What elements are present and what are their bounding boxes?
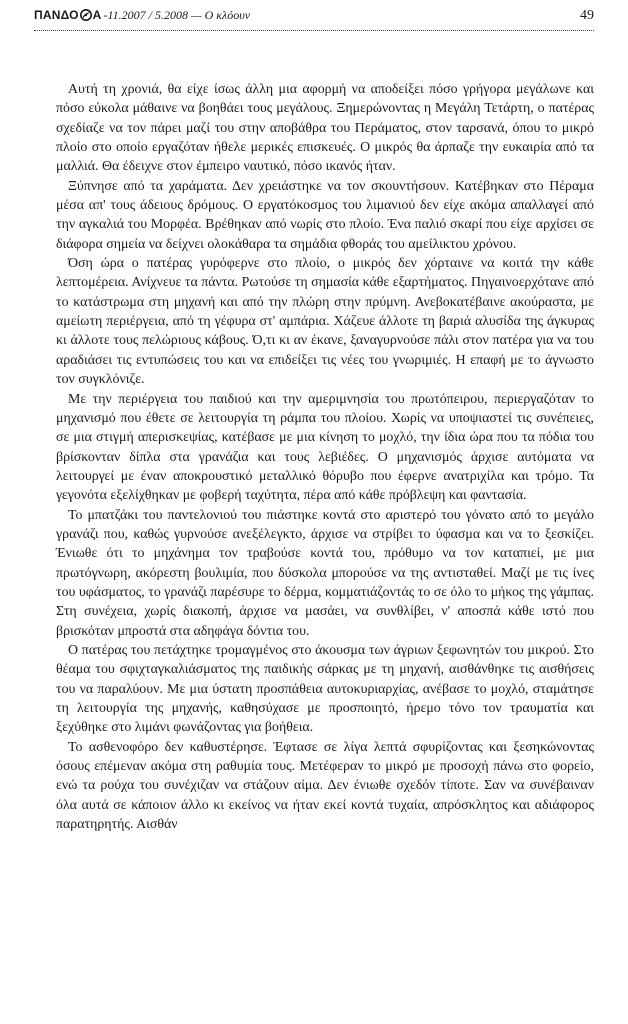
paragraph-4: Με την περιέργεια του παιδιού και την αμεριμνησία του πρωτόπειρου, περιεργαζόταν το μηχανισμό που έθετε σε λειτουργία τη ράμπα του πλοίου. Χωρίς να υποψιαστεί τις συνέπειες, σε μια στιγμή απερισκεψίας, κατέβασε με μια κίνηση το μοχλό, την ίδια ώρα που τα πόδια του βρίσκονταν δίπλα στα γρανάζια και τους λεβιέδες. Ο μηχανισμός άρχισε αυτόματα να λειτουργεί με έναν αποκρουστικό μεταλλικό θόρυβο που έφερνε ανατριχίλα και τρόμο. Τα γεγονότα εξελίχθηκαν με φοβερή ταχύτητα, πέρα από κάθε πρόβλεψη και φαντασία. — [56, 391, 594, 504]
logo-mark-icon — [79, 8, 93, 22]
paragraph-7: Το ασθενοφόρο δεν καθυστέρησε. Έφτασε σε λίγα λεπτά σφυρίζοντας και ξεσηκώνοντας όσους επέμεναν ακόμα στη ραθυμία τους. Μετέφεραν το μικρό με προσοχή πάνω στο φορείο, ενώ τα ρούχα του συνέχιζαν να στάζουν αίμα. Δεν ένιωθε σχεδόν τίποτε. Σαν να συνέβαιναν όλα αυτά σε κάποιον άλλο κι εκείνος να ήταν εκεί κοντά τυχαία, απρόσκλητος και αδιάφορος παρατηρητής. Αισθάν — [56, 739, 594, 833]
paragraph-2: Ξύπνησε από τα χαράματα. Δεν χρειάστηκε να τον σκουντήσουν. Κατέβηκαν στο Πέραμα μέσα απ' τους άδειους δρόμους. Ο εργατόκοσμος του λιμανιού δεν είχε ακόμα απαλλαγεί από την αγκαλιά του Μορφέα. Βρέθηκαν από νωρίς στο πλοίο. Ένα παλιό σκαρί που είχε αρχίσει σε διάφορα σημεία να δείχνει ολοκάθαρα τα σημάδια φθοράς του αμείλικτου χρόνου. — [56, 178, 594, 252]
header-left — [34, 8, 250, 23]
running-header — [34, 8, 594, 31]
logo-text-left: ΠΑΝΔΟ — [34, 8, 79, 22]
paragraph-5: Το μπατζάκι του παντελονιού του πιάστηκε κοντά στο αριστερό του γόνατο από το μεγάλο γρανάζι που, καθώς γυρνούσε ανεξέλεγκτο, άρχισε να στρίβει το ύφασμα και να το ξεσκίζει. Ένιωθε ότι το μηχάνημα τον τραβούσε κοντά του, πρόθυμο να τον καταπιεί, με μια πρωτόγνωρη, ακόρεστη βουλιμία, που δύσκολα μπορούσε να της αντισταθεί. Μαζί με τις ίνες του υφάσματος, το γρανάζι παρέσυρε το δέρμα, κομματιάζοντάς το σε όλο το μήκος της γάμπας. Στη συνέχεια, χωρίς διακοπή, άρχισε να μασάει, να συνθλίβει, ν' αποσπά κάθε ιστό που βρισκόταν μπροστά στα αδηφάγα δόντια του. — [56, 507, 594, 639]
page-number: 49 — [580, 8, 594, 23]
article-body — [56, 80, 594, 834]
logo-text-right: Α — [92, 8, 102, 22]
magazine-logo — [34, 8, 102, 22]
paragraph-6: Ο πατέρας του πετάχτηκε τρομαγμένος στο άκουσμα των άγριων ξεφωνητών του μικρού. Στο θέαμα του σφιχταγκαλιάσματος της παιδικής σάρκας με τη μηχανή, αισθάνθηκε τις αισθήσεις του να παραλύουν. Με μια ύστατη προσπάθεια αυτοκυριαρχίας, ανέβασε το μοχλό, σταμάτησε τη λειτουργία της μηχανής, καθησύχασε με προσποιητό, ήρεμο τόνο τον τραυματία και ξεχύθηκε στο λιμάνι φωνάζοντας για βοήθεια. — [56, 642, 594, 736]
issue-info: -11.2007 / 5.2008 — Ο κλόουν — [103, 8, 251, 22]
paragraph-3: Όση ώρα ο πατέρας γυρόφερνε στο πλοίο, ο μικρός δεν χόρταινε να κοιτά την κάθε λεπτομέρεια. Ανίχνευε τα πάντα. Ρωτούσε τη σημασία κάθε εξαρτήματος. Πηγαινοερχότανε από το κατάστρωμα στη μηχανή και από την πλώρη στην πρύμνη. Ανεβοκατέβαινε ακούραστα, με αμείωτη περιέργεια, από τη γέφυρα στ' αμπάρια. Χάζευε άλλοτε τη βαριά αλυσίδα της άγκυρας κι άλλοτε τους πελώριους κάβους. Ό,τι κι αν έκανε, ξαναγυρνούσε πάλι στον πατέρα για να του αραδιάσει τις εντυπώσεις του και να επιδείξει τις νέες του γνωριμιές. Η επαφή με το άγνωστο τον συγκλόνιζε. — [56, 256, 594, 388]
paragraph-1: Αυτή τη χρονιά, θα είχε ίσως άλλη μια αφορμή να αποδείξει πόσο γρήγορα μεγάλωνε και πόσο εύκολα μάθαινε να βοηθάει τους μεγάλους. Ξημερώνοντας η Μεγάλη Τετάρτη, ο πατέρας σχεδίαζε να τον πάρει μαζί του στην αποβάθρα του Περάματος, στον ταρσανά, όπου το μικρό πλοίο στο οποίο εργαζόταν ήθελε μερικές επισκευές. Ο μικρός θα άρπαζε την ευκαιρία από τα μαλλιά. Θα έδειχνε στον έμπειρο ναυτικό, πόσο ικανός ήταν. — [56, 82, 594, 175]
